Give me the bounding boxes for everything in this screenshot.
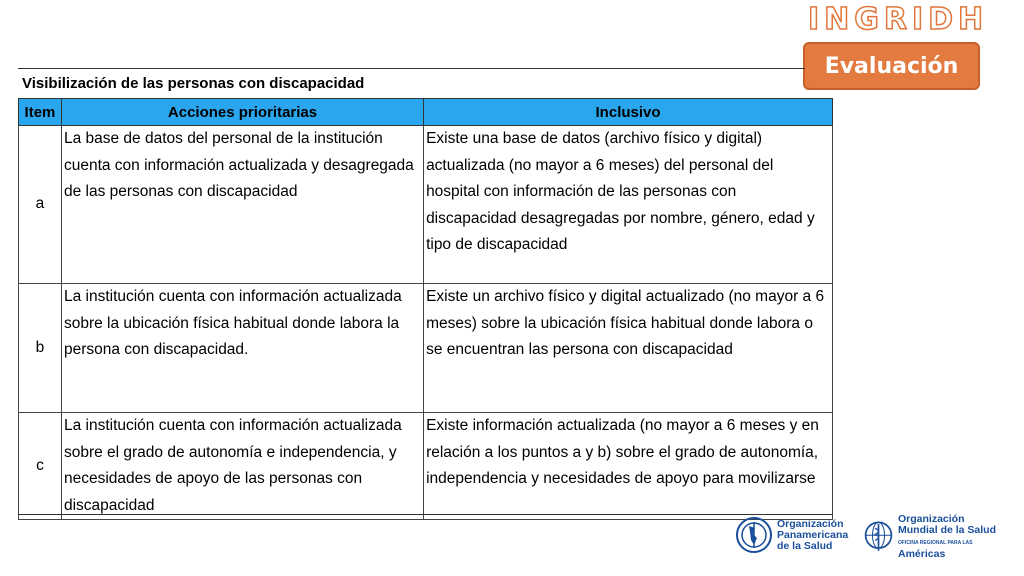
footer-logos — [735, 512, 1005, 572]
header-acciones: Acciones prioritarias — [61, 99, 423, 126]
paho-line-1: Organización — [777, 517, 844, 530]
cell-accion: La base de datos del personal de la institución cuenta con información actualizada y desagregada de las personas con discapacidad — [61, 126, 423, 284]
paho-line-2: Panamericana — [777, 528, 849, 541]
table-row — [19, 413, 833, 520]
divider-bottom — [18, 514, 833, 515]
paho-emblem-icon — [735, 516, 773, 554]
table-row — [19, 284, 833, 413]
table-title: Visibilización de las personas con discapacidad — [22, 75, 365, 92]
paho-logo — [735, 516, 848, 554]
who-region: Américas — [898, 548, 946, 560]
cell-item: c — [19, 413, 62, 520]
who-emblem-icon — [863, 517, 894, 557]
cell-inclusivo: Existe información actualizada (no mayor a 6 meses y en relación a los puntos a y b) sobre el grado de autonomía, independencia y necesidades de apoyo para movilizarse — [424, 413, 833, 520]
header-inclusivo: Inclusivo — [424, 99, 833, 126]
brand-title: INGRIDH — [808, 2, 989, 37]
who-logo — [863, 514, 1005, 560]
header-item: Item — [19, 99, 62, 126]
who-line-1: Organización — [898, 513, 965, 525]
evaluation-badge: Evaluación — [803, 42, 980, 90]
table-header-row — [19, 99, 833, 126]
cell-item: b — [19, 284, 62, 413]
cell-accion: La institución cuenta con información actualizada sobre la ubicación física habitual donde labora la persona con discapacidad. — [61, 284, 423, 413]
table-row — [19, 126, 833, 284]
cell-accion: La institución cuenta con información actualizada sobre el grado de autonomía e independencia, y necesidades de apoyo de las personas con discapacidad — [61, 413, 423, 520]
cell-inclusivo: Existe una base de datos (archivo físico y digital) actualizada (no mayor a 6 meses) del personal del hospital con información de las personas con discapacidad desagregadas por nombre, género, edad y tipo de discapacidad — [424, 126, 833, 284]
who-line-2: Mundial de la Salud — [898, 524, 997, 536]
cell-inclusivo: Existe un archivo físico y digital actualizado (no mayor a 6 meses) sobre la ubicación física habitual donde labora o se encuentran las persona con discapacidad — [424, 284, 833, 413]
priority-actions-table — [18, 98, 833, 520]
who-sub: OFICINA REGIONAL PARA LAS — [898, 540, 973, 546]
cell-item: a — [19, 126, 62, 284]
paho-line-3: de la Salud — [777, 539, 833, 552]
divider-top — [18, 68, 805, 69]
